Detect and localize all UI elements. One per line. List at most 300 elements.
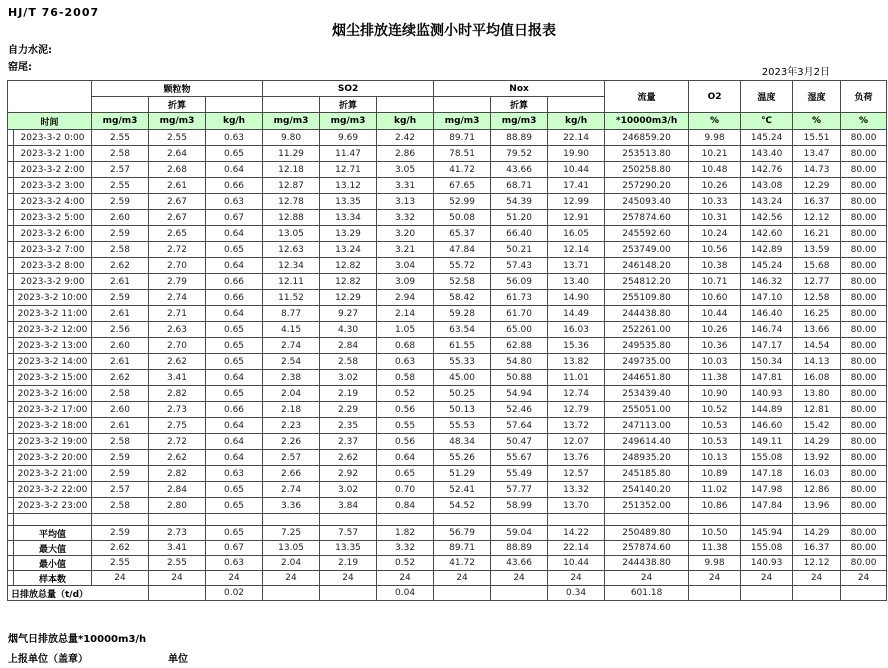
value-cell: 13.32 — [548, 482, 605, 498]
time-cell: 2023-3-2 10:00 — [14, 290, 92, 306]
value-cell: 252261.00 — [605, 322, 689, 338]
value-cell: 0.63 — [377, 354, 434, 370]
value-cell: 2.04 — [263, 556, 320, 571]
value-cell: 11.47 — [320, 146, 377, 162]
value-cell: 0.63 — [206, 556, 263, 571]
value-cell: 16.37 — [793, 194, 841, 210]
value-cell: 54.39 — [491, 194, 548, 210]
value-cell: 16.08 — [793, 370, 841, 386]
value-cell: 80.00 — [841, 306, 887, 322]
value-cell: 2.61 — [92, 274, 149, 290]
value-cell: 11.52 — [263, 290, 320, 306]
value-cell: 2.62 — [149, 450, 206, 466]
value-cell: 2.71 — [149, 306, 206, 322]
value-cell: 16.03 — [548, 322, 605, 338]
value-cell: 4.30 — [320, 322, 377, 338]
value-cell: 2.62 — [92, 258, 149, 274]
value-cell: 12.78 — [263, 194, 320, 210]
value-cell: 0.64 — [206, 418, 263, 434]
value-cell: 80.00 — [841, 541, 887, 556]
value-cell: 2.65 — [149, 226, 206, 242]
table-row — [8, 418, 887, 434]
value-cell: 12.71 — [320, 162, 377, 178]
value-cell: 2.67 — [149, 194, 206, 210]
value-cell: 80.00 — [841, 402, 887, 418]
value-cell: 147.18 — [741, 466, 793, 482]
time-cell: 2023-3-2 22:00 — [14, 482, 92, 498]
value-cell: 2.67 — [149, 210, 206, 226]
value-cell: 16.37 — [793, 541, 841, 556]
time-cell: 2023-3-2 1:00 — [14, 146, 92, 162]
value-cell: 50.21 — [491, 242, 548, 258]
temperature-unit: ℃ — [741, 113, 793, 130]
value-cell: 50.88 — [491, 370, 548, 386]
value-cell: 2.61 — [92, 354, 149, 370]
value-cell: 80.00 — [841, 130, 887, 146]
value-cell: 2.18 — [263, 402, 320, 418]
value-cell: 2.59 — [92, 290, 149, 306]
value-cell: 16.05 — [548, 226, 605, 242]
value-cell: 2.73 — [149, 526, 206, 541]
value-cell: 2.23 — [263, 418, 320, 434]
value-cell: 2.59 — [92, 466, 149, 482]
empty-cell — [434, 97, 491, 113]
value-cell: 10.89 — [689, 466, 741, 482]
table-row — [8, 306, 887, 322]
value-cell: 143.08 — [741, 178, 793, 194]
value-cell: 2.57 — [263, 450, 320, 466]
value-cell: 146.32 — [741, 274, 793, 290]
value-cell: 13.35 — [320, 541, 377, 556]
value-cell: 2.42 — [377, 130, 434, 146]
time-cell: 2023-3-2 18:00 — [14, 418, 92, 434]
value-cell: 254140.20 — [605, 482, 689, 498]
value-cell: 254812.20 — [605, 274, 689, 290]
value-cell: 251352.00 — [605, 498, 689, 514]
value-cell — [841, 586, 887, 601]
value-cell: 0.65 — [206, 322, 263, 338]
value-cell: 4.15 — [263, 322, 320, 338]
value-cell: 14.29 — [793, 526, 841, 541]
value-cell: 14.13 — [793, 354, 841, 370]
value-cell: 140.93 — [741, 556, 793, 571]
value-cell: 10.48 — [689, 162, 741, 178]
value-cell: 247113.00 — [605, 418, 689, 434]
value-cell: 80.00 — [841, 162, 887, 178]
value-cell: 2.61 — [149, 178, 206, 194]
value-cell: 2.59 — [92, 194, 149, 210]
value-cell: 3.21 — [377, 242, 434, 258]
value-cell: 80.00 — [841, 322, 887, 338]
value-cell: 15.36 — [548, 338, 605, 354]
value-cell: 245592.60 — [605, 226, 689, 242]
empty-cell — [263, 97, 320, 113]
value-cell: 7.25 — [263, 526, 320, 541]
value-cell: 54.94 — [491, 386, 548, 402]
value-cell: 2.04 — [263, 386, 320, 402]
value-cell: 2.59 — [92, 526, 149, 541]
humidity-unit: % — [793, 113, 841, 130]
value-cell: 10.44 — [548, 162, 605, 178]
value-cell: 3.41 — [149, 541, 206, 556]
value-cell: 54.52 — [434, 498, 491, 514]
value-cell: 16.25 — [793, 306, 841, 322]
value-cell: 55.53 — [434, 418, 491, 434]
value-cell: 12.18 — [263, 162, 320, 178]
empty-cell — [206, 97, 263, 113]
value-cell — [434, 586, 491, 601]
value-cell: 10.38 — [689, 258, 741, 274]
value-cell: 43.66 — [491, 556, 548, 571]
value-cell: 10.13 — [689, 450, 741, 466]
value-cell: 10.50 — [689, 526, 741, 541]
value-cell: 244651.80 — [605, 370, 689, 386]
value-cell — [741, 586, 793, 601]
summary-label-cell: 最小值 — [14, 556, 92, 571]
value-cell: 51.29 — [434, 466, 491, 482]
value-cell: 80.00 — [841, 338, 887, 354]
value-cell: 50.13 — [434, 402, 491, 418]
value-cell — [149, 586, 206, 601]
value-cell: 10.44 — [548, 556, 605, 571]
table-row — [8, 354, 887, 370]
value-cell: 11.01 — [548, 370, 605, 386]
value-cell: 9.98 — [689, 130, 741, 146]
time-cell: 2023-3-2 2:00 — [14, 162, 92, 178]
table-row — [8, 322, 887, 338]
value-cell: 145.24 — [741, 130, 793, 146]
value-cell: 2.58 — [92, 434, 149, 450]
value-cell: 2.80 — [149, 498, 206, 514]
value-cell: 147.10 — [741, 290, 793, 306]
value-cell: 11.02 — [689, 482, 741, 498]
value-cell: 3.02 — [320, 370, 377, 386]
value-cell: 3.05 — [377, 162, 434, 178]
value-cell: 0.63 — [206, 194, 263, 210]
corner-empty-cell — [8, 81, 92, 113]
value-cell: 12.91 — [548, 210, 605, 226]
value-cell — [793, 586, 841, 601]
spacer-cell — [320, 514, 377, 526]
value-cell: 58.99 — [491, 498, 548, 514]
value-cell: 80.00 — [841, 194, 887, 210]
time-cell: 2023-3-2 12:00 — [14, 322, 92, 338]
value-cell: 2.60 — [92, 402, 149, 418]
value-cell: 253513.80 — [605, 146, 689, 162]
value-cell: 2.55 — [92, 130, 149, 146]
value-cell: 11.29 — [263, 146, 320, 162]
value-cell: 80.00 — [841, 258, 887, 274]
summary-label-cell: 最大值 — [14, 541, 92, 556]
value-cell: 80.00 — [841, 386, 887, 402]
table-row — [8, 210, 887, 226]
value-cell: 7.57 — [320, 526, 377, 541]
value-cell: 0.65 — [206, 498, 263, 514]
value-cell: 3.36 — [263, 498, 320, 514]
value-cell: 12.88 — [263, 210, 320, 226]
value-cell: 0.66 — [206, 402, 263, 418]
value-cell: 50.47 — [491, 434, 548, 450]
spacer-cell — [548, 514, 605, 526]
value-cell: 14.22 — [548, 526, 605, 541]
value-cell: 147.17 — [741, 338, 793, 354]
value-cell: 2.70 — [149, 338, 206, 354]
value-cell: 2.84 — [149, 482, 206, 498]
value-cell: 2.55 — [92, 178, 149, 194]
value-cell: 0.63 — [206, 466, 263, 482]
value-cell — [263, 586, 320, 601]
value-cell: 10.33 — [689, 194, 741, 210]
so2-converted-header: 折算 — [320, 97, 377, 113]
value-cell: 12.14 — [548, 242, 605, 258]
time-cell: 2023-3-2 17:00 — [14, 402, 92, 418]
value-cell: 13.24 — [320, 242, 377, 258]
value-cell: 2.57 — [92, 482, 149, 498]
value-cell: 80.00 — [841, 354, 887, 370]
value-cell: 43.66 — [491, 162, 548, 178]
summary-label-cell: 样本数 — [14, 571, 92, 586]
o2-unit: % — [689, 113, 741, 130]
value-cell: 2.74 — [263, 338, 320, 354]
value-cell: 8.77 — [263, 306, 320, 322]
table-row — [8, 450, 887, 466]
value-cell: 12.63 — [263, 242, 320, 258]
value-cell: 14.54 — [793, 338, 841, 354]
empty-cell — [377, 97, 434, 113]
value-cell: 10.44 — [689, 306, 741, 322]
spacer-cell — [377, 514, 434, 526]
value-cell: 2.64 — [149, 146, 206, 162]
value-cell: 15.42 — [793, 418, 841, 434]
temperature-header: 温度 — [741, 81, 793, 113]
value-cell: 79.52 — [491, 146, 548, 162]
value-cell: 2.61 — [92, 418, 149, 434]
load-unit: % — [841, 113, 887, 130]
value-cell: 61.55 — [434, 338, 491, 354]
value-cell: 2.57 — [92, 162, 149, 178]
value-cell: 24 — [491, 571, 548, 586]
value-cell: 144.89 — [741, 402, 793, 418]
value-cell: 2.37 — [320, 434, 377, 450]
value-cell: 24 — [741, 571, 793, 586]
value-cell: 0.66 — [206, 178, 263, 194]
value-cell: 57.64 — [491, 418, 548, 434]
spacer-cell — [741, 514, 793, 526]
table-row — [8, 386, 887, 402]
value-cell: 2.14 — [377, 306, 434, 322]
value-cell: 0.34 — [548, 586, 605, 601]
value-cell: 255109.80 — [605, 290, 689, 306]
value-cell: 13.80 — [793, 386, 841, 402]
value-cell: 142.60 — [741, 226, 793, 242]
value-cell: 9.69 — [320, 130, 377, 146]
report-unit-label: 上报单位（盖章） — [8, 654, 88, 665]
value-cell: 55.26 — [434, 450, 491, 466]
value-cell: 17.41 — [548, 178, 605, 194]
value-cell: 10.53 — [689, 434, 741, 450]
value-cell: 88.89 — [491, 130, 548, 146]
table-row — [8, 586, 887, 601]
value-cell: 10.56 — [689, 242, 741, 258]
value-cell: 3.02 — [320, 482, 377, 498]
value-cell: 57.43 — [491, 258, 548, 274]
value-cell: 48.34 — [434, 434, 491, 450]
value-cell: 12.29 — [793, 178, 841, 194]
value-cell: 89.71 — [434, 130, 491, 146]
value-cell: 24 — [434, 571, 491, 586]
value-cell: 13.92 — [793, 450, 841, 466]
value-cell: 55.67 — [491, 450, 548, 466]
so2-converted-mg-unit: mg/m3 — [320, 113, 377, 130]
value-cell: 143.24 — [741, 194, 793, 210]
value-cell: 2.35 — [320, 418, 377, 434]
value-cell: 54.80 — [491, 354, 548, 370]
value-cell: 0.56 — [377, 402, 434, 418]
value-cell: 3.13 — [377, 194, 434, 210]
value-cell: 147.84 — [741, 498, 793, 514]
value-cell: 16.03 — [793, 466, 841, 482]
value-cell: 12.82 — [320, 274, 377, 290]
value-cell: 0.65 — [206, 526, 263, 541]
table-row — [8, 162, 887, 178]
value-cell: 12.86 — [793, 482, 841, 498]
flow-header: 流量 — [605, 81, 689, 113]
nox-group-header: Nox — [434, 81, 605, 97]
value-cell: 59.28 — [434, 306, 491, 322]
value-cell: 13.66 — [793, 322, 841, 338]
value-cell: 2.62 — [92, 370, 149, 386]
spacer-cell — [605, 514, 689, 526]
value-cell: 0.64 — [206, 226, 263, 242]
value-cell: 15.68 — [793, 258, 841, 274]
value-cell: 11.38 — [689, 541, 741, 556]
value-cell: 11.38 — [689, 370, 741, 386]
value-cell: 3.20 — [377, 226, 434, 242]
value-cell: 9.27 — [320, 306, 377, 322]
value-cell: 249614.40 — [605, 434, 689, 450]
value-cell: 2.58 — [92, 498, 149, 514]
spacer-cell — [793, 514, 841, 526]
value-cell: 246859.20 — [605, 130, 689, 146]
pm-converted-mg-unit: mg/m3 — [149, 113, 206, 130]
value-cell: 0.66 — [206, 290, 263, 306]
value-cell: 12.11 — [263, 274, 320, 290]
table-row — [8, 498, 887, 514]
value-cell: 250489.80 — [605, 526, 689, 541]
value-cell: 67.65 — [434, 178, 491, 194]
value-cell: 22.14 — [548, 541, 605, 556]
table-row — [8, 146, 887, 162]
value-cell: 80.00 — [841, 466, 887, 482]
value-cell: 52.99 — [434, 194, 491, 210]
value-cell: 10.24 — [689, 226, 741, 242]
value-cell: 13.76 — [548, 450, 605, 466]
value-cell: 2.61 — [92, 306, 149, 322]
company-name: 自力水泥: — [8, 45, 52, 56]
nox-converted-header: 折算 — [491, 97, 548, 113]
value-cell: 0.63 — [206, 130, 263, 146]
value-cell: 2.63 — [149, 322, 206, 338]
value-cell: 80.00 — [841, 418, 887, 434]
group-header-row — [8, 81, 887, 97]
value-cell: 2.29 — [320, 402, 377, 418]
value-cell: 24 — [605, 571, 689, 586]
spacer-cell — [14, 514, 92, 526]
flue-gas-total-label: 烟气日排放总量*10000m3/h — [8, 634, 147, 645]
value-cell: 61.73 — [491, 290, 548, 306]
value-cell: 10.71 — [689, 274, 741, 290]
time-cell: 2023-3-2 4:00 — [14, 194, 92, 210]
time-cell: 2023-3-2 14:00 — [14, 354, 92, 370]
value-cell: 142.56 — [741, 210, 793, 226]
value-cell: 0.70 — [377, 482, 434, 498]
value-cell: 246148.20 — [605, 258, 689, 274]
nox-converted-mg-unit: mg/m3 — [491, 113, 548, 130]
value-cell: 2.86 — [377, 146, 434, 162]
value-cell: 2.70 — [149, 258, 206, 274]
value-cell: 13.47 — [793, 146, 841, 162]
value-cell: 147.98 — [741, 482, 793, 498]
value-cell: 80.00 — [841, 370, 887, 386]
spacer-cell — [689, 514, 741, 526]
value-cell: 249535.80 — [605, 338, 689, 354]
table-row — [8, 434, 887, 450]
time-cell: 2023-3-2 11:00 — [14, 306, 92, 322]
time-cell: 2023-3-2 0:00 — [14, 130, 92, 146]
value-cell: 2.55 — [149, 556, 206, 571]
so2-kgh-unit: kg/h — [377, 113, 434, 130]
value-cell: 89.71 — [434, 541, 491, 556]
value-cell: 2.59 — [92, 450, 149, 466]
value-cell: 10.26 — [689, 178, 741, 194]
value-cell: 66.40 — [491, 226, 548, 242]
value-cell: 62.88 — [491, 338, 548, 354]
value-cell: 50.08 — [434, 210, 491, 226]
value-cell: 24 — [263, 571, 320, 586]
value-cell: 2.58 — [92, 386, 149, 402]
value-cell: 47.84 — [434, 242, 491, 258]
value-cell: 2.74 — [149, 290, 206, 306]
time-cell: 2023-3-2 7:00 — [14, 242, 92, 258]
value-cell: 2.19 — [320, 556, 377, 571]
value-cell: 12.07 — [548, 434, 605, 450]
value-cell: 2.84 — [320, 338, 377, 354]
value-cell: 2.38 — [263, 370, 320, 386]
value-cell: 10.26 — [689, 322, 741, 338]
value-cell: 12.81 — [793, 402, 841, 418]
value-cell: 2.62 — [320, 450, 377, 466]
time-cell: 2023-3-2 6:00 — [14, 226, 92, 242]
value-cell: 0.65 — [206, 386, 263, 402]
spacer-cell — [491, 514, 548, 526]
value-cell: 0.64 — [206, 162, 263, 178]
value-cell: 41.72 — [434, 556, 491, 571]
table-row — [8, 274, 887, 290]
value-cell: 149.11 — [741, 434, 793, 450]
table-row — [8, 178, 887, 194]
value-cell: 10.03 — [689, 354, 741, 370]
value-cell: 142.89 — [741, 242, 793, 258]
time-cell: 2023-3-2 15:00 — [14, 370, 92, 386]
value-cell: 2.82 — [149, 466, 206, 482]
value-cell: 257290.20 — [605, 178, 689, 194]
value-cell: 2.59 — [92, 226, 149, 242]
standard-code: HJ/T 76-2007 — [8, 6, 100, 19]
value-cell — [320, 586, 377, 601]
value-cell: 0.67 — [206, 541, 263, 556]
value-cell: 13.59 — [793, 242, 841, 258]
value-cell: 2.73 — [149, 402, 206, 418]
